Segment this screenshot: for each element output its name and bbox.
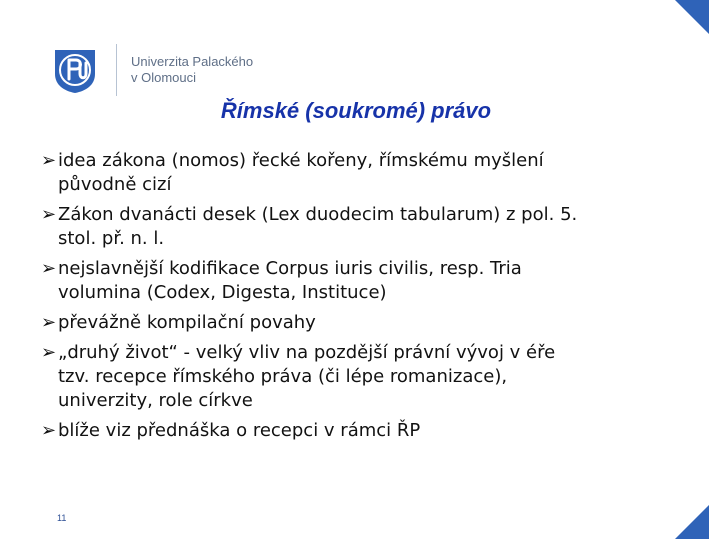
arrow-bullet-icon: ➢ (41, 312, 57, 333)
slide-page-number: 11 (57, 513, 67, 523)
bullet-text-line: původně cizí (58, 174, 172, 195)
university-logo (51, 44, 261, 94)
bullet-text-line: idea zákona (nomos) řecké kořeny, římskému myšlení (58, 150, 544, 171)
bullet-text-line: blíže viz přednáška o recepci v rámci ŘP (58, 420, 421, 441)
bullet-text-line: Zákon dvanácti desek (Lex duodecim tabularum) z pol. 5. (58, 204, 578, 225)
arrow-bullet-icon: ➢ (41, 150, 57, 171)
bullet-text-line: tzv. recepce římského práva (či lépe romanizace), (58, 366, 508, 387)
bullet-item (41, 419, 681, 443)
logo-divider (116, 44, 117, 96)
bullet-item (41, 149, 681, 197)
arrow-bullet-icon: ➢ (41, 204, 57, 225)
bullet-text-line: nejslavnější kodifikace Corpus iuris civilis, resp. Tria (58, 258, 522, 279)
bullet-text-line: „druhý život“ - velký vliv na pozdější právní vývoj v éře (58, 342, 556, 363)
bullet-text-line: převážně kompilační povahy (58, 312, 316, 333)
bullet-item (41, 311, 681, 335)
bullet-text-line: stol. př. n. l. (58, 228, 165, 249)
arrow-bullet-icon: ➢ (41, 342, 57, 363)
university-emblem-icon (51, 46, 99, 94)
university-name-line-1: Univerzita Palackého (131, 54, 254, 69)
arrow-bullet-icon: ➢ (41, 258, 57, 279)
bullet-text-line: univerzity, role církve (58, 390, 253, 411)
bullet-item (41, 203, 681, 251)
university-name-line-2: v Olomouci (131, 70, 197, 85)
bullet-item (41, 341, 681, 413)
university-name (131, 54, 253, 86)
bullet-item (41, 257, 681, 305)
arrow-bullet-icon: ➢ (41, 420, 57, 441)
slide-title: Římské (soukromé) právo (220, 98, 492, 123)
bullet-list (41, 149, 681, 443)
bullet-text-line: volumina (Codex, Digesta, Instituce) (58, 282, 387, 303)
